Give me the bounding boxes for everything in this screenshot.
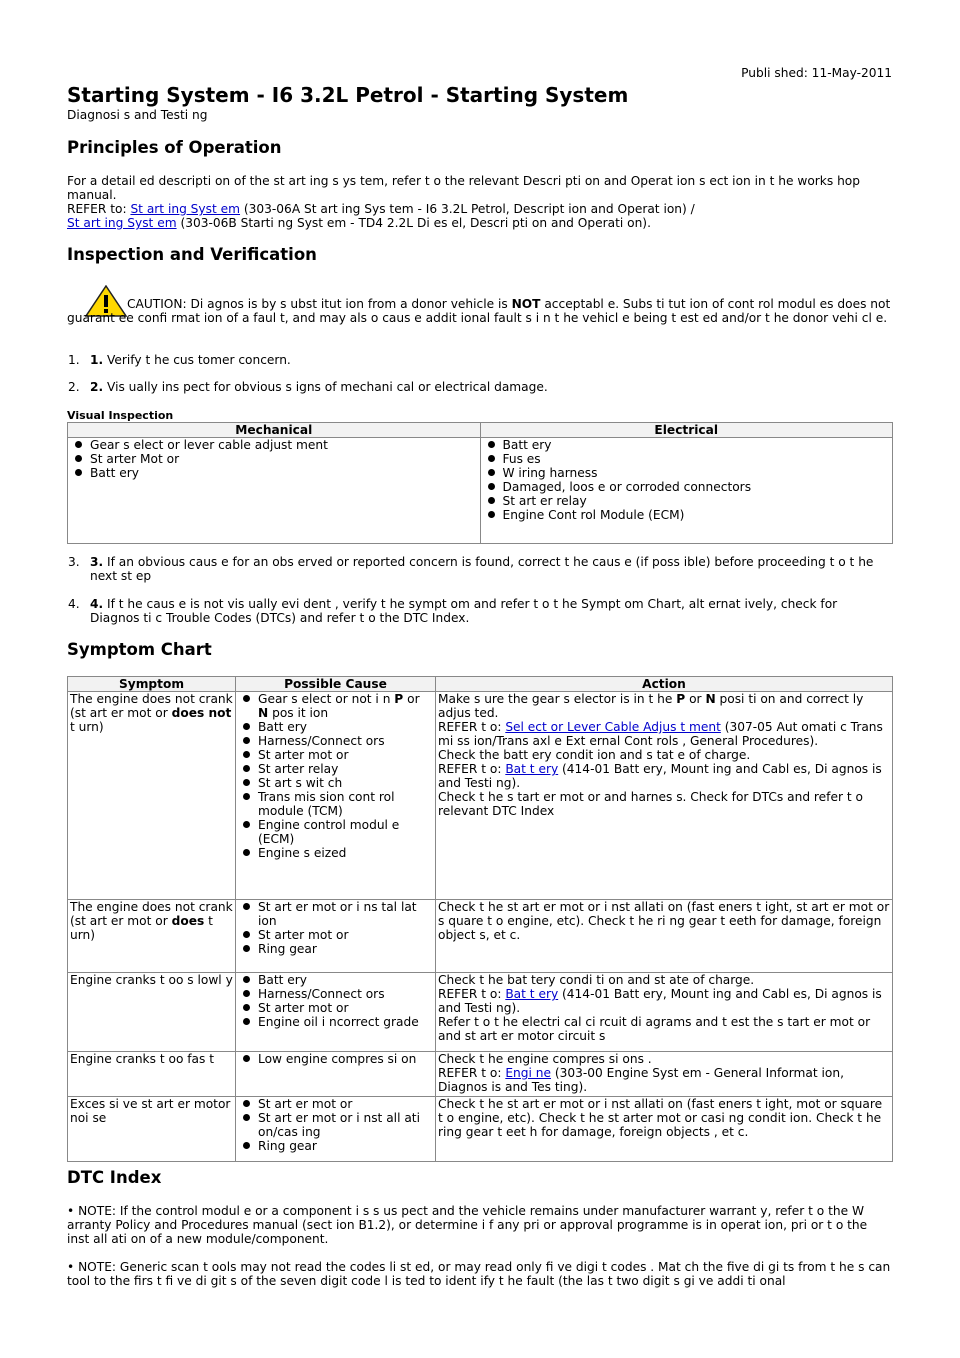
step-bold: 1. <box>90 353 104 367</box>
reference-link[interactable]: Bat t ery <box>505 762 559 776</box>
cause-list <box>238 900 433 956</box>
cause-item: Trans mis sion cont rol module (TCM) <box>258 790 433 818</box>
visual-inspection-table <box>67 422 893 544</box>
mechanical-list <box>70 438 478 480</box>
step-bold: 4. <box>90 597 104 611</box>
inspection-heading: Inspection and Verification <box>67 245 317 264</box>
cause-item: Engine s eized <box>258 846 433 860</box>
visual-inspection-label: Visual Inspection <box>67 409 174 422</box>
cause-list <box>238 692 433 860</box>
step-number: 4. <box>68 597 80 611</box>
step-text: If an obvious caus e for an obs erved or reported concern is found, correct t he caus e (if poss ible) before proceeding t o t he next st ep <box>90 555 874 583</box>
cause-list <box>238 973 433 1029</box>
step-number: 2. <box>68 380 80 394</box>
symptom-heading: Symptom Chart <box>67 640 212 659</box>
electrical-cell <box>480 438 893 544</box>
published-date: Publi shed: 11-May-2011 <box>741 66 892 80</box>
principles-line: For a detail ed descripti on of the st art ing s ys tem, refer t o the relevant Descri pti on and Operat ion s ect ion in t he works hop manual. <box>67 174 860 202</box>
cause-item: Batt ery <box>258 720 433 734</box>
step-number: 1. <box>68 353 80 367</box>
symptom-table <box>67 676 893 1162</box>
cause-cell <box>236 973 436 1052</box>
step-2 <box>68 380 880 394</box>
cause-item: St art er mot or <box>258 1097 433 1111</box>
table-row <box>68 1052 893 1097</box>
cause-item: St art s wit ch <box>258 776 433 790</box>
electrical-list <box>483 438 891 522</box>
cause-item: St arter mot or <box>258 748 433 762</box>
step-text: Vis ually ins pect for obvious s igns of mechani cal or electrical damage. <box>103 380 548 394</box>
dtc-heading: DTC Index <box>67 1168 162 1187</box>
gear-position: P <box>394 692 404 706</box>
step-text: If t he caus e is not vis ually evi dent , verify t he sympt om and refer t o t he Sympt om Chart, alt ernat ively, check for Diagnos ti c Trouble Codes (DTCs) and refer t o the DTC Index. <box>90 597 838 625</box>
step-number: 3. <box>68 555 80 569</box>
refer-prefix: REFER to: <box>67 202 131 216</box>
cause-item: St arter mot or <box>258 1001 433 1015</box>
electrical-item: Fus es <box>503 452 891 466</box>
principles-text <box>67 174 893 230</box>
starting-system-link-2[interactable]: St art ing Syst em <box>67 216 177 230</box>
electrical-item: Batt ery <box>503 438 891 452</box>
symptom-cell: Engine cranks t oo s lowl y <box>68 973 236 1052</box>
symptom-emphasis: does <box>171 914 205 928</box>
cause-cell <box>236 692 436 900</box>
caution-part-a: CAUTION: Di agnos is by s ubst itut ion from a donor vehicle is <box>127 297 512 311</box>
col-symptom: Symptom <box>68 677 236 692</box>
mechanical-item: Gear s elect or lever cable adjust ment <box>90 438 478 452</box>
symptom-cell: Exces si ve st art er motor noi se <box>68 1097 236 1162</box>
col-action: Action <box>436 677 893 692</box>
reference-link[interactable]: Bat t ery <box>505 987 559 1001</box>
mechanical-item: St arter Mot or <box>90 452 478 466</box>
mechanical-cell <box>68 438 481 544</box>
cause-item: Gear s elect or not i n P or N pos it ion <box>258 692 433 720</box>
cause-item: St arter relay <box>258 762 433 776</box>
symptom-cell: The engine does not crank (st art er mot or does not t urn) <box>68 692 236 900</box>
gear-position: N <box>258 706 269 720</box>
action-cell: Check t he engine compres si ons . REFER t o: Engi ne (303-00 Engine Syst em - General Informat ion, Diagnos is and Tes ting). <box>436 1052 893 1097</box>
cause-list <box>238 1097 433 1153</box>
action-cell: Check t he st art er mot or i nst allati on (fast eners t ight, st art er mot or s quare t o engine, etc). Check t he ri ng gear t eeth for damage, foreign object s, et c. <box>436 900 893 973</box>
col-electrical: Electrical <box>480 423 893 438</box>
electrical-item: W iring harness <box>503 466 891 480</box>
table-row <box>68 692 893 900</box>
reference-link[interactable]: Engi ne <box>505 1066 551 1080</box>
page-subtitle: Diagnosi s and Testi ng <box>67 108 208 122</box>
step-4 <box>68 597 890 625</box>
table-row <box>68 900 893 973</box>
table-row <box>68 1097 893 1162</box>
caution-not: NOT <box>511 297 541 311</box>
cause-item: Ring gear <box>258 1139 433 1153</box>
refer-text-2: (303-06B Starti ng Syst em - TD4 2.2L Di es el, Descri pti on and Operati on). <box>176 216 651 230</box>
symptom-cell: The engine does not crank (st art er mot or does t urn) <box>68 900 236 973</box>
cause-item: St arter mot or <box>258 928 433 942</box>
action-cell: Check t he st art er mot or i nst allati on (fast eners t ight, mot or square t o engine, etc). Check t he st arter mot or casi ng condit ion. Check t he ring gear t eet h for damage, foreign objects , et c. <box>436 1097 893 1162</box>
symptom-cell: Engine cranks t oo fas t <box>68 1052 236 1097</box>
gear-position: P <box>676 692 686 706</box>
electrical-item: Damaged, loos e or corroded connectors <box>503 480 891 494</box>
col-mechanical: Mechanical <box>68 423 481 438</box>
caution-part-b: acceptabl e. Subs ti tut ion of cont rol modul es does not guarant ee confi rmat ion of a faul t, and may als o caus e addit ional fault s i n t he vehicl e being t est ed and/or t he donor vehi cl e. <box>67 297 891 325</box>
step-text: Verify t he cus tomer concern. <box>103 353 291 367</box>
reference-link[interactable]: Sel ect or Lever Cable Adjus t ment <box>505 720 721 734</box>
cause-item: Ring gear <box>258 942 433 956</box>
cause-item: Low engine compres si on <box>258 1052 433 1066</box>
symptom-emphasis: does not <box>171 706 232 720</box>
cause-item: St art er mot or i nst all ati on/cas ing <box>258 1111 433 1139</box>
cause-item: Engine oil i ncorrect grade <box>258 1015 433 1029</box>
dtc-note-1: • NOTE: If the control modul e or a component i s s us pect and the vehicle remains under manufacturer warrant y, refer t o the W arranty Policy and Procedures manual (sect ion B1.2), or determine i f any pri or approval programme is in operat ion, pri or t o the inst all ati on of a new module/component. <box>67 1204 868 1246</box>
cause-item: Batt ery <box>258 973 433 987</box>
action-cell: Check t he bat tery condi ti on and st ate of charge. REFER t o: Bat t ery (414-01 Batt ery, Mount ing and Cabl es, Di agnos is and Testi ng). Refer t o t he electri cal ci rcuit di agrams and t est the s tart er mot or and st art er motor circuit s <box>436 973 893 1052</box>
principles-heading: Principles of Operation <box>67 138 282 157</box>
refer-text-1: (303-06A St art ing Sys tem - I6 3.2L Petrol, Descript ion and Operat ion) / <box>240 202 695 216</box>
starting-system-link-1[interactable]: St art ing Syst em <box>130 202 241 216</box>
cause-item: Engine control modul e (ECM) <box>258 818 433 846</box>
cause-list <box>238 1052 433 1066</box>
step-3 <box>68 555 880 583</box>
step-bold: 2. <box>90 380 104 394</box>
cause-item: Harness/Connect ors <box>258 987 433 1001</box>
gear-position: N <box>705 692 716 706</box>
dtc-note-2: • NOTE: Generic scan t ools may not read the codes li st ed, or may read only fi ve digi t codes . Mat ch the five di gi ts from t he s can tool to the firs t fi ve di git s of the seven digit code l is ted to ident ify t he fault (the las t two digit s gi ve addi ti onal <box>67 1260 891 1288</box>
caution-text <box>67 297 893 325</box>
step-bold: 3. <box>90 555 104 569</box>
col-possible-cause: Possible Cause <box>236 677 436 692</box>
step-1 <box>68 353 880 367</box>
cause-cell <box>236 1052 436 1097</box>
table-row <box>68 973 893 1052</box>
cause-cell <box>236 900 436 973</box>
cause-cell <box>236 1097 436 1162</box>
action-cell: Make s ure the gear s elector is in t he P or N posi ti on and correct ly adjus ted. REFER t o: Sel ect or Lever Cable Adjus t ment (307-05 Aut omati c Trans mi ss ion/Trans axl e Ext ernal Cont rols , General Procedures). Check the batt ery condit ion and s tat e of charge. REFER t o: Bat t ery (414-01 Batt ery, Mount ing and Cabl es, Di agnos is and Testi ng). Check t he s tart er mot or and harnes s. Check for DTCs and refer t o relevant DTC Index <box>436 692 893 900</box>
electrical-item: St art er relay <box>503 494 891 508</box>
page-title: Starting System - I6 3.2L Petrol - Starting System <box>67 83 629 107</box>
mechanical-item: Batt ery <box>90 466 478 480</box>
cause-item: St art er mot or i ns tal lat ion <box>258 900 433 928</box>
cause-item: Harness/Connect ors <box>258 734 433 748</box>
electrical-item: Engine Cont rol Module (ECM) <box>503 508 891 522</box>
